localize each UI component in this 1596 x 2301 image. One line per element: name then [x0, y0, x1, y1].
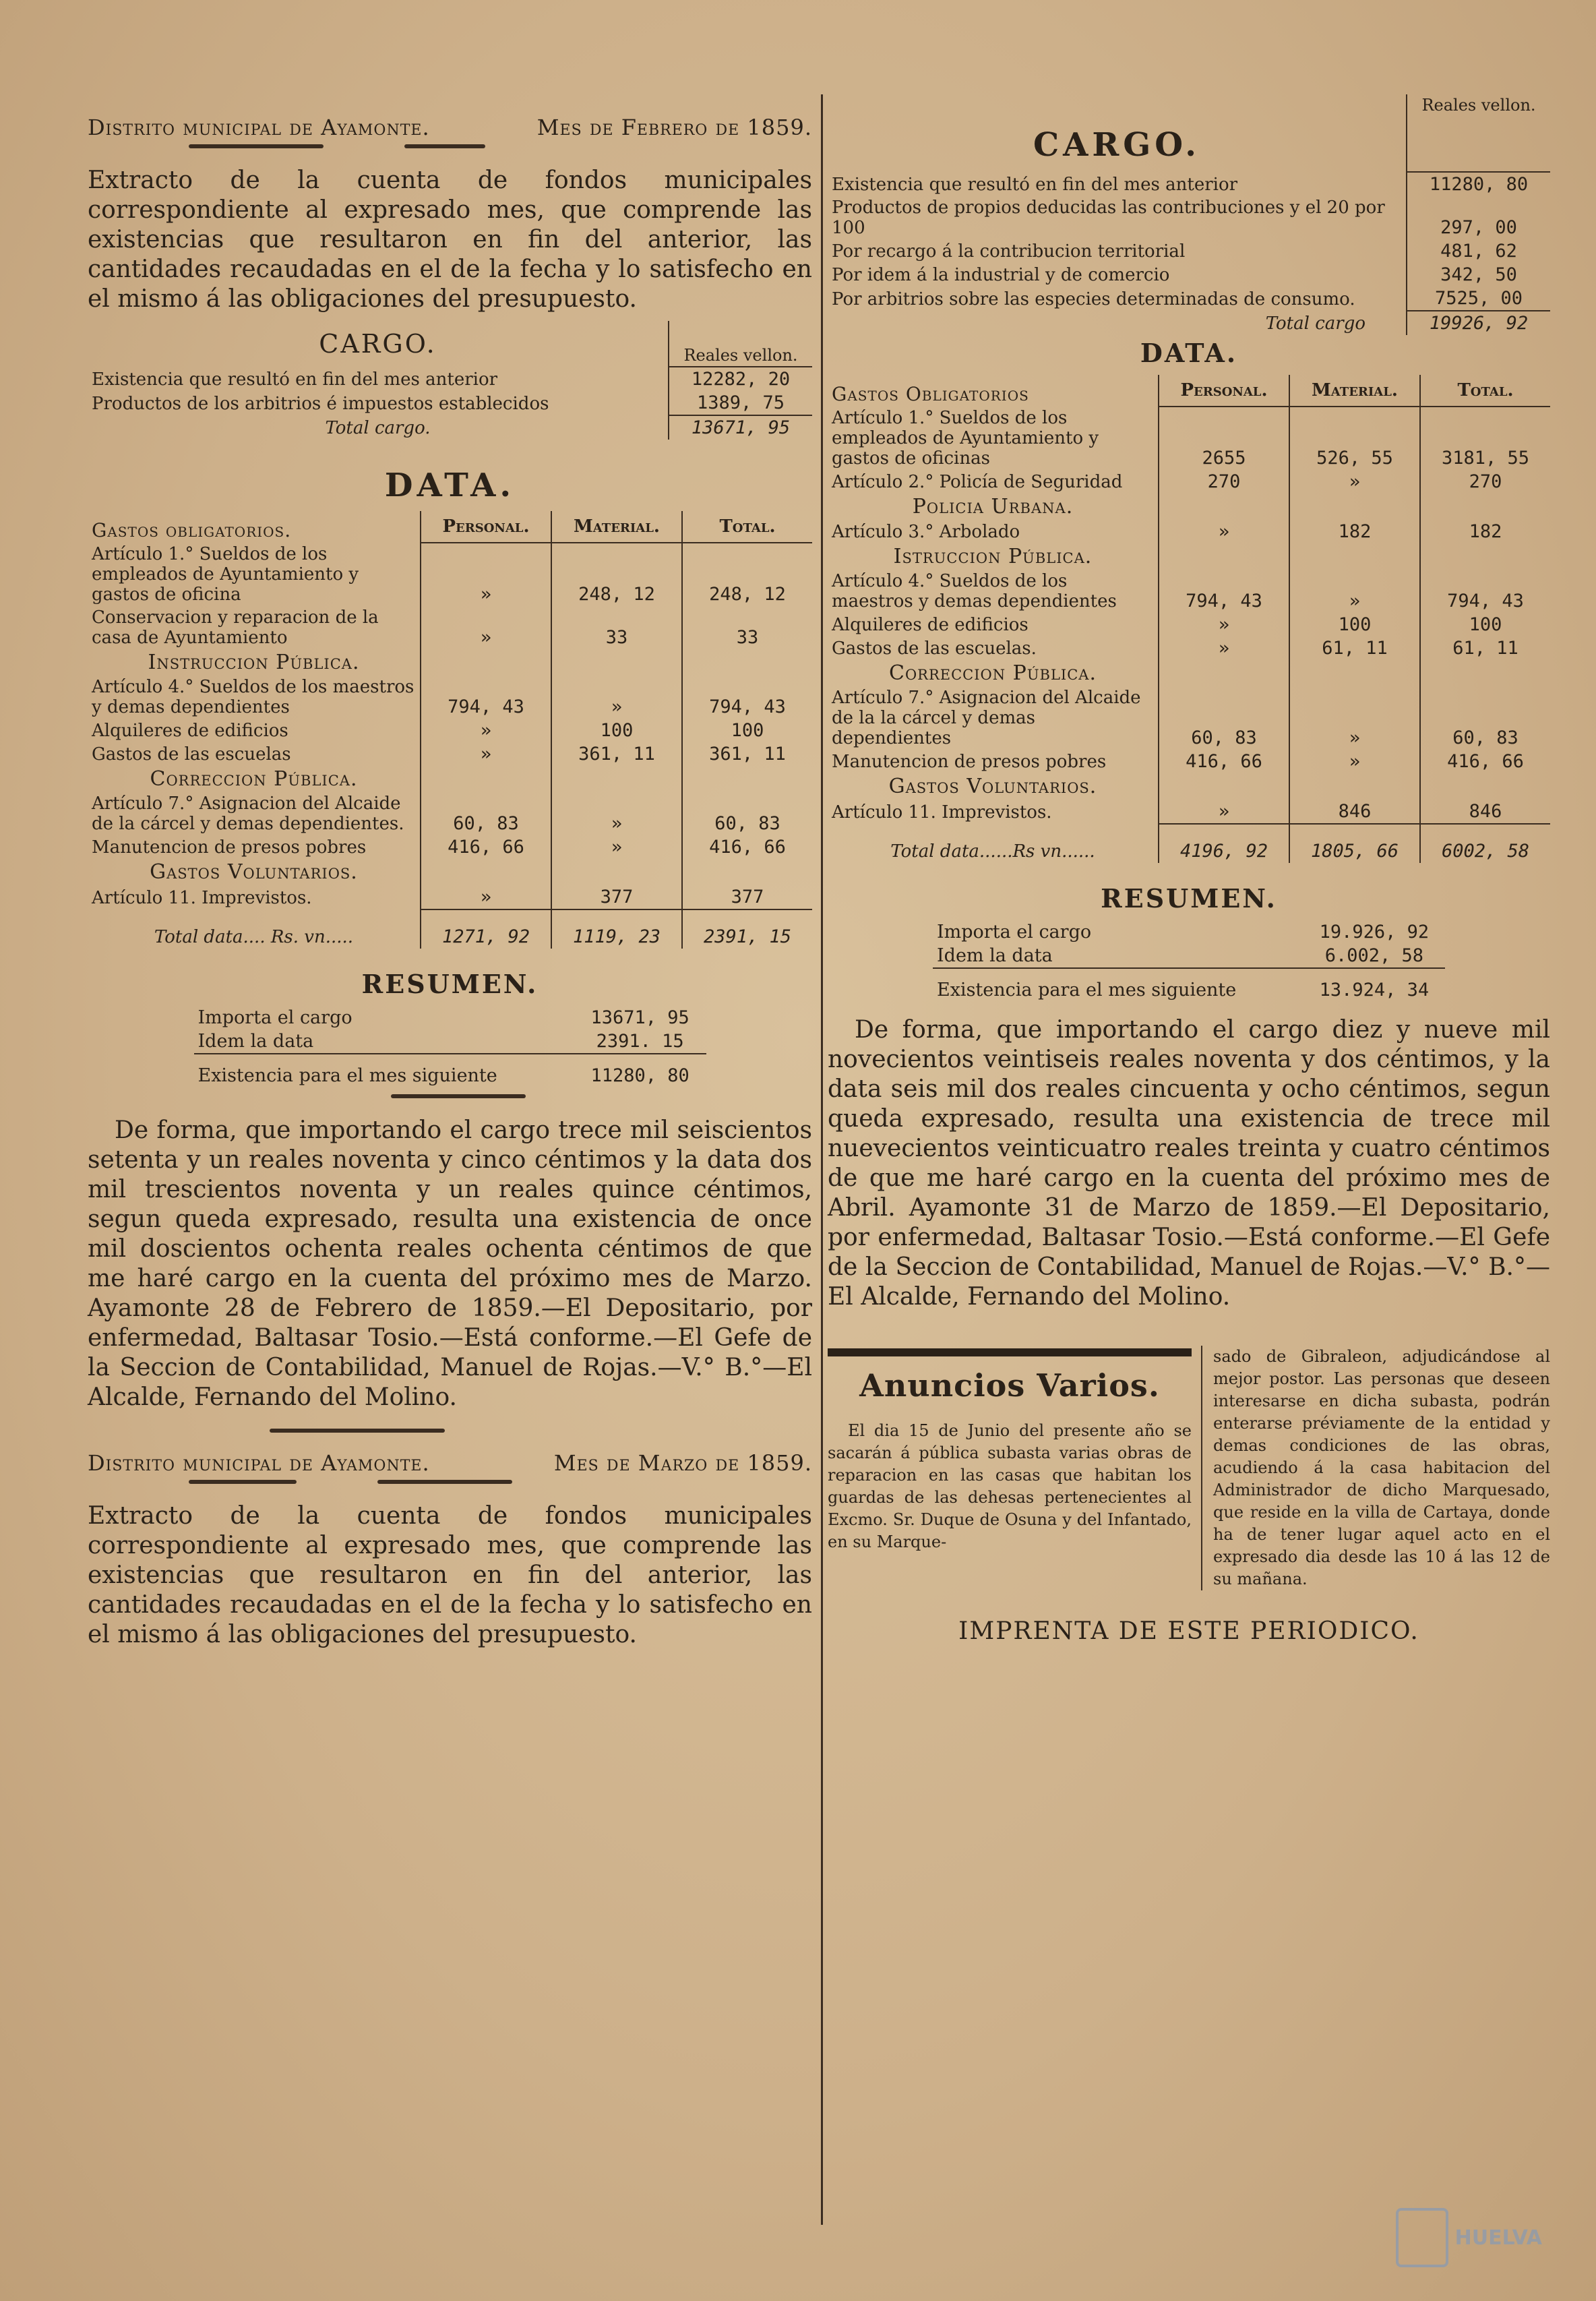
resumen-label: Importa el cargo	[197, 1007, 352, 1028]
feb-extract: Extracto de la cuenta de fondos municipales correspondiente al expresado mes, que comprende las existencias que resultaron en fin del anterior, las cantidades recaudadas en el de la fecha y lo satisfecho en el mismo á las obligaciones del presupuesto.	[88, 167, 812, 313]
mar-cargo-row-label: Existencia que resultó en fin del mes anterior	[832, 175, 1238, 195]
feb-closing: De forma, que importando el cargo trece mil seiscientos setenta y un reales noventa y cinco céntimos y la data dos mil trescientos noventa y un reales quince céntimos, segun queda expresado, resulta una existencia de once mil doscientos ochenta reales ochenta céntimos de que me haré cargo en la cuenta del próximo mes de Marzo. Ayamonte 28 de Febrero de 1859.—El Depositario, por enfermedad, Baltasar Tosio.—Está conforme.—El Gefe de la Seccion de Contabilidad, Manuel de Rojas.—V.° B.°—El Alcalde, Fernando del Molino.	[88, 1116, 812, 1411]
ornament	[88, 1429, 812, 1434]
cell-material: 100	[551, 719, 682, 742]
cell-material: »	[551, 792, 682, 835]
cell-material: 182	[1289, 520, 1420, 543]
feb-cargo-table	[88, 321, 812, 440]
ornament	[88, 1480, 812, 1485]
huelva-watermark	[1396, 2208, 1542, 2267]
cell-personal: »	[421, 543, 551, 606]
feb-cargo-row-1-value: 1389, 75	[669, 391, 812, 415]
rule	[828, 1348, 1192, 1356]
mar-closing: De forma, que importando el cargo diez y nueve mil novecientos veintiseis reales noventa y dos céntimos, y la data seis mil dos reales cincuenta y ocho céntimos, segun queda expresado, resulta una existencia de trece mil nuevecientos veinticuatro reales treinta y cuatro céntimos de que me haré cargo en la cuenta del próximo mes de Abril. Ayamonte 31 de Marzo de 1859.—El Depositario, por enfermedad, Baltasar Tosio.—Está conforme.—El Gefe de la Seccion de Contabilidad, Manuel de Rojas.—V.° B.°—El Alcalde, Fernando del Molino.	[828, 1016, 1550, 1311]
mar-resumen-title: RESUMEN.	[1101, 883, 1277, 914]
cell-material: »	[1289, 570, 1420, 613]
left-column	[88, 94, 812, 1656]
cell-total: 270	[1420, 470, 1550, 494]
cell-total: 361, 11	[682, 742, 812, 766]
feb-data-table	[88, 511, 812, 949]
feb-col-personal: Personal.	[421, 511, 551, 543]
mar-header	[88, 1450, 812, 1476]
cell-total: 182	[1420, 520, 1550, 543]
logo-text: HUELVA	[1454, 2225, 1542, 2250]
cell-material: 33	[551, 606, 682, 649]
mar-existencia-label: Existencia para el mes siguiente	[933, 968, 1303, 1002]
ornament	[88, 144, 812, 150]
cell-personal: »	[421, 742, 551, 766]
feb-existencia: 11280, 80	[574, 1054, 706, 1087]
mar-cargo-row-label: Por arbitrios sobre las especies determinadas de consumo.	[832, 289, 1355, 309]
feb-total-material: 1119, 23	[551, 909, 682, 949]
resumen-label: Idem la data	[937, 945, 1053, 966]
cell-material: 248, 12	[551, 543, 682, 606]
mar-total-cargo: 19926, 92	[1407, 311, 1550, 335]
mar-cargo-row-value: 7525, 00	[1407, 287, 1550, 311]
feb-district: Distrito municipal de Ayamonte.	[88, 115, 430, 140]
cell-personal: »	[421, 606, 551, 649]
anuncios-body-left: El dia 15 de Junio del presente año se sacarán á pública subasta varias obras de reparacion en las casas que habitan los guardas de las dehesas pertenecientes al Excmo. Sr. Duque de Osuna y del Infantado, en su Marque-	[828, 1421, 1192, 1551]
cell-total: 846	[1420, 800, 1550, 824]
cell-material: 526, 55	[1289, 407, 1420, 470]
mar-total-personal: 4196, 92	[1159, 824, 1289, 863]
mar-total-total: 6002, 58	[1420, 824, 1550, 863]
cell-total: 60, 83	[1420, 686, 1550, 750]
table-row-label: Artículo 7.° Asignacion del Alcaide de la la cárcel y demas dependientes	[832, 688, 1141, 748]
mar-month: Mes de Marzo de 1859.	[553, 1450, 812, 1476]
resumen-value: 13671, 95	[590, 1007, 689, 1028]
table-row-label: Alquileres de edificios	[832, 615, 1029, 635]
feb-month: Mes de Febrero de 1859.	[536, 115, 812, 140]
table-row-label: Artículo 4.° Sueldos de los maestros y demas dependientes	[832, 571, 1117, 611]
mar-cargo-row-value: 481, 62	[1407, 239, 1550, 263]
crest-icon	[1396, 2208, 1448, 2267]
resumen-label: Importa el cargo	[937, 922, 1092, 943]
mar-cargo-row-value: 297, 00	[1407, 196, 1550, 239]
feb-resumen-title: RESUMEN.	[361, 969, 539, 999]
mar-cargo-col: Reales vellon.	[1407, 94, 1550, 172]
cell-personal: 416, 66	[1159, 750, 1289, 773]
cell-personal: 60, 83	[1159, 686, 1289, 750]
mar-instruccion: Istruccion Pública.	[893, 545, 1093, 568]
cell-material: »	[551, 676, 682, 719]
table-row-label: Artículo 3.° Arbolado	[832, 522, 1020, 542]
table-row-label: Alquileres de edificios	[92, 721, 288, 741]
cell-material: »	[1289, 750, 1420, 773]
table-row-label: Artículo 2.° Policía de Seguridad	[832, 472, 1123, 492]
cell-total: 416, 66	[682, 835, 812, 859]
anuncios-section	[828, 1346, 1550, 1590]
resumen-label: Idem la data	[197, 1031, 314, 1052]
cell-material: 377	[551, 885, 682, 909]
feb-resumen	[194, 1006, 706, 1087]
cell-material: 361, 11	[551, 742, 682, 766]
feb-data-title: DATA.	[384, 467, 516, 504]
mar-cargo-row-value: 11280, 80	[1407, 172, 1550, 196]
cell-material: »	[1289, 686, 1420, 750]
feb-col-material: Material.	[551, 511, 682, 543]
cell-total: 100	[1420, 613, 1550, 636]
feb-cargo-title: CARGO.	[319, 329, 437, 359]
table-row-label: Conservacion y reparacion de la casa de Ayuntamiento	[92, 607, 379, 648]
table-row-label: Gastos de las escuelas	[92, 744, 291, 765]
mar-existencia: 13.924, 34	[1303, 968, 1445, 1002]
table-row-label: Gastos de las escuelas.	[832, 638, 1037, 659]
feb-existencia-label: Existencia para el mes siguiente	[194, 1054, 574, 1087]
table-row-label: Manutencion de presos pobres	[92, 837, 367, 858]
ornament	[88, 1094, 812, 1100]
cell-personal: 794, 43	[421, 676, 551, 719]
feb-cargo-row-0-label: Existencia que resultó en fin del mes anterior	[92, 369, 498, 390]
table-row-label: Artículo 11. Imprevistos.	[92, 888, 312, 908]
feb-cargo-row-0-value: 12282, 20	[669, 367, 812, 391]
feb-total-personal: 1271, 92	[421, 909, 551, 949]
cell-total: 794, 43	[1420, 570, 1550, 613]
mar-total-data-label: Total data......Rs vn......	[890, 841, 1095, 862]
mar-cargo-row-label: Por recargo á la contribucion territorial	[832, 241, 1186, 262]
feb-total-cargo: 13671, 95	[669, 415, 812, 440]
feb-correccion: Correccion Pública.	[150, 767, 358, 791]
table-row-label: Artículo 7.° Asignacion del Alcaide de la cárcel y demas dependientes.	[92, 794, 404, 834]
cell-personal: 416, 66	[421, 835, 551, 859]
mar-data-title: DATA.	[1140, 338, 1238, 368]
mar-resumen	[933, 920, 1445, 1002]
cell-material: 100	[1289, 613, 1420, 636]
resumen-value: 6.002, 58	[1324, 945, 1423, 966]
cell-total: 33	[682, 606, 812, 649]
anuncios-left	[828, 1346, 1202, 1590]
cell-material: »	[1289, 470, 1420, 494]
feb-total-cargo-label: Total cargo.	[325, 418, 431, 438]
cell-total: 248, 12	[682, 543, 812, 606]
feb-cargo-col: Reales vellon.	[669, 321, 812, 367]
mar-district: Distrito municipal de Ayamonte.	[88, 1450, 430, 1476]
cell-personal: »	[1159, 636, 1289, 660]
mar-col-personal: Personal.	[1159, 375, 1289, 407]
mar-cargo-table	[828, 94, 1550, 335]
mar-cargo-row-label: Productos de propios deducidas las contribuciones y el 20 por 100	[832, 198, 1385, 238]
anuncios-body-right: sado de Gibraleon, adjudicándose al mejor postor. Las personas que deseen interesarse en dicha subasta, podrán enterarse préviamente de la entidad y demas condiciones de las obras, acudiendo á la casa habitacion del Administrador de dicho Marquesado, que reside en la villa de Cartaya, donde ha de tener lugar aquel acto en el expresado dia desde las 10 á las 12 de su mañana.	[1213, 1347, 1550, 1588]
mar-correccion: Correccion Pública.	[888, 661, 1097, 685]
table-row-label: Manutencion de presos pobres	[832, 752, 1107, 772]
resumen-value: 2391. 15	[596, 1031, 684, 1052]
mar-cargo-row-label: Por idem á la industrial y de comercio	[832, 265, 1170, 285]
cell-total: 60, 83	[682, 792, 812, 835]
table-row-label: Artículo 1.° Sueldos de los empleados de Ayuntamiento y gastos de oficinas	[832, 408, 1099, 469]
cell-total: 3181, 55	[1420, 407, 1550, 470]
cell-personal: 60, 83	[421, 792, 551, 835]
mar-cargo-title: CARGO.	[1033, 126, 1201, 164]
cell-personal: 2655	[1159, 407, 1289, 470]
right-column	[828, 94, 1550, 1645]
feb-total-data-label: Total data.... Rs. vn.....	[154, 927, 354, 947]
cell-total: 61, 11	[1420, 636, 1550, 660]
cell-material: 61, 11	[1289, 636, 1420, 660]
feb-total-total: 2391, 15	[682, 909, 812, 949]
feb-voluntarios: Gastos Voluntarios.	[150, 860, 358, 884]
feb-cargo-row-1-label: Productos de los arbitrios é impuestos establecidos	[92, 394, 549, 414]
mar-col-total: Total.	[1420, 375, 1550, 407]
feb-header	[88, 115, 812, 140]
cell-personal: 794, 43	[1159, 570, 1289, 613]
mar-gastos-oblig: Gastos Obligatorios	[832, 383, 1029, 405]
table-row-label: Artículo 1.° Sueldos de los empleados de Ayuntamiento y gastos de oficina	[92, 544, 359, 605]
feb-gastos-oblig: Gastos obligatorios.	[92, 519, 292, 541]
cell-personal: »	[1159, 520, 1289, 543]
mar-voluntarios: Gastos Voluntarios.	[888, 775, 1097, 798]
cell-total: 794, 43	[682, 676, 812, 719]
cell-total: 100	[682, 719, 812, 742]
mar-total-cargo-label: Total cargo	[1265, 313, 1365, 334]
cell-material: »	[551, 835, 682, 859]
resumen-value: 19.926, 92	[1319, 922, 1430, 943]
feb-instruccion: Instruccion Pública.	[148, 651, 360, 674]
cell-total: 377	[682, 885, 812, 909]
mar-extract: Extracto de la cuenta de fondos municipales correspondiente al expresado mes, que comprende las existencias que resultaron en fin del anterior, las cantidades recaudadas en el de la fecha y lo satisfecho en el mismo á las obligaciones del presupuesto.	[88, 1502, 812, 1648]
cell-personal: 270	[1159, 470, 1289, 494]
cell-personal: »	[421, 719, 551, 742]
mar-total-material: 1805, 66	[1289, 824, 1420, 863]
mar-policia: Policia Urbana.	[912, 495, 1074, 518]
cell-personal: »	[1159, 800, 1289, 824]
cell-personal: »	[1159, 613, 1289, 636]
cell-personal: »	[421, 885, 551, 909]
anuncios-title: Anuncios Varios.	[859, 1367, 1160, 1404]
cell-total: 416, 66	[1420, 750, 1550, 773]
table-row-label: Artículo 4.° Sueldos de los maestros y demas dependientes	[92, 677, 415, 717]
imprenta: IMPRENTA DE ESTE PERIODICO.	[958, 1617, 1419, 1645]
feb-col-total: Total.	[682, 511, 812, 543]
cell-material: 846	[1289, 800, 1420, 824]
table-row-label: Artículo 11. Imprevistos.	[832, 802, 1052, 823]
mar-col-material: Material.	[1289, 375, 1420, 407]
mar-data-table	[828, 375, 1550, 863]
mar-cargo-row-value: 342, 50	[1407, 263, 1550, 287]
column-divider	[821, 94, 823, 2225]
